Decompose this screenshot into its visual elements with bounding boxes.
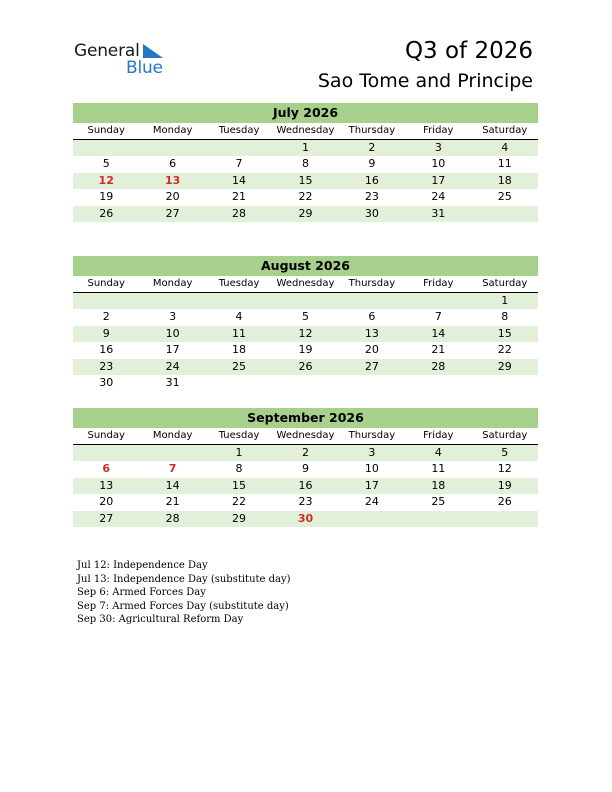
week-row: [73, 445, 538, 461]
week-row: [73, 293, 538, 309]
date-cell: 24: [431, 190, 446, 204]
date-cell: 3: [434, 141, 442, 154]
date-cell: 20: [99, 495, 114, 509]
date-cell: 23: [364, 190, 379, 204]
date-cell: 20: [165, 190, 180, 204]
date-cell: 14: [165, 478, 180, 492]
date-cell: 4: [434, 446, 442, 459]
date-cell: [405, 511, 471, 527]
date-cell: 8: [501, 310, 509, 324]
week-row: [73, 189, 538, 205]
date-cell: 27: [99, 511, 114, 525]
week-row: [73, 156, 538, 172]
weekday-header-row: [73, 276, 538, 293]
date-cell: 22: [298, 190, 313, 204]
date-cell: 29: [232, 511, 247, 525]
date-cell: 11: [497, 157, 512, 171]
date-cell: 28: [165, 511, 180, 525]
date-cell: 26: [99, 206, 114, 220]
date-cell: [339, 511, 405, 527]
weekday-label: Tuesday: [218, 125, 260, 136]
date-cell: 11: [232, 326, 247, 340]
date-cell: [339, 293, 405, 309]
date-cell: [272, 293, 338, 309]
weekday-label: Tuesday: [218, 278, 260, 289]
date-cell: 9: [301, 462, 309, 476]
date-cell: [139, 445, 205, 461]
date-cell: 9: [368, 157, 376, 171]
date-cell: 27: [165, 206, 180, 220]
date-cell: 4: [235, 310, 243, 324]
date-cell: 2: [301, 446, 309, 459]
date-cell: 25: [497, 190, 512, 204]
date-cell: 3: [368, 446, 376, 459]
week-row: [73, 140, 538, 156]
weekday-label: Saturday: [482, 430, 528, 441]
month-calendar: [73, 408, 538, 527]
date-cell: 12: [298, 326, 313, 340]
date-cell: 10: [165, 326, 180, 340]
date-cell: [73, 140, 139, 156]
date-cell: 1: [501, 294, 509, 307]
month-title: September 2026: [73, 408, 538, 428]
week-row: [73, 494, 538, 510]
date-cell: 13: [99, 478, 114, 492]
date-cell: 18: [431, 478, 446, 492]
date-cell: 15: [497, 326, 512, 340]
weekday-label: Monday: [152, 430, 193, 441]
page-title: Q3 of 2026: [404, 38, 533, 64]
weekday-label: Wednesday: [276, 278, 335, 289]
holiday-entry: Jul 12: Independence Day: [77, 560, 208, 571]
month-calendar: [73, 256, 538, 391]
date-cell: 22: [497, 343, 512, 357]
date-cell: [139, 293, 205, 309]
date-cell: 25: [431, 495, 446, 509]
date-cell: 3: [169, 310, 177, 324]
date-cell: 10: [431, 157, 446, 171]
date-cell: 17: [431, 173, 446, 187]
date-cell: 20: [364, 343, 379, 357]
week-row: [73, 461, 538, 477]
date-cell: [472, 511, 538, 527]
holiday-list: [77, 559, 291, 627]
holiday-date-cell: 13: [164, 173, 181, 187]
logo-text-blue: Blue: [126, 58, 163, 78]
date-cell: 13: [364, 326, 379, 340]
holiday-date-cell: 12: [98, 173, 114, 187]
holiday-date-cell: 30: [297, 511, 314, 525]
date-cell: 12: [497, 462, 512, 476]
date-cell: 31: [165, 375, 180, 389]
date-cell: [206, 375, 272, 391]
date-cell: [272, 375, 338, 391]
weekday-label: Wednesday: [276, 125, 335, 136]
holiday-entry: Sep 30: Agricultural Reform Day: [77, 614, 244, 626]
date-cell: 27: [364, 359, 379, 373]
date-cell: 16: [364, 173, 379, 187]
logo: [74, 41, 174, 77]
date-cell: 14: [431, 326, 446, 340]
holiday-entry: Sep 7: Armed Forces Day (substitute day): [77, 600, 289, 612]
date-cell: 1: [301, 141, 309, 154]
holiday-entry: Jul 13: Independence Day (substitute day): [77, 573, 291, 585]
date-cell: 18: [232, 343, 247, 357]
weekday-label: Saturday: [482, 278, 528, 289]
date-cell: 26: [497, 495, 512, 509]
date-cell: 7: [235, 157, 243, 171]
weekday-label: Thursday: [348, 430, 396, 441]
date-cell: 19: [99, 190, 114, 204]
date-cell: 19: [497, 478, 512, 492]
date-cell: 4: [501, 141, 509, 154]
date-cell: 8: [301, 157, 309, 171]
date-cell: 16: [99, 343, 114, 357]
date-cell: 17: [364, 478, 379, 492]
weekday-label: Monday: [152, 278, 193, 289]
date-cell: 25: [232, 359, 247, 373]
date-cell: 21: [232, 190, 247, 204]
date-cell: 22: [232, 495, 247, 509]
date-cell: 31: [431, 206, 446, 220]
date-cell: 16: [298, 478, 313, 492]
date-cell: 23: [99, 359, 114, 373]
weekday-label: Monday: [152, 125, 193, 136]
weekday-label: Friday: [423, 125, 454, 136]
weekday-label: Friday: [423, 278, 454, 289]
date-cell: 1: [235, 446, 243, 459]
week-row: [73, 511, 538, 527]
weekday-label: Saturday: [482, 125, 528, 136]
date-cell: [339, 375, 405, 391]
weekday-label: Sunday: [87, 125, 125, 136]
week-row: [73, 359, 538, 375]
date-cell: [206, 293, 272, 309]
date-cell: 5: [102, 157, 110, 171]
date-cell: 5: [501, 446, 509, 459]
date-cell: 28: [232, 206, 247, 220]
date-cell: 21: [431, 343, 446, 357]
weekday-label: Friday: [423, 430, 454, 441]
date-cell: 17: [165, 343, 180, 357]
date-cell: 2: [102, 310, 110, 324]
holiday-entry: Sep 6: Armed Forces Day: [77, 587, 206, 599]
date-cell: 15: [298, 173, 313, 187]
weekday-label: Tuesday: [218, 430, 260, 441]
date-cell: [139, 140, 205, 156]
date-cell: 10: [364, 462, 379, 476]
date-cell: [405, 375, 471, 391]
date-cell: 5: [301, 310, 309, 324]
date-cell: 23: [298, 495, 313, 509]
month-title: August 2026: [73, 256, 538, 276]
date-cell: [206, 140, 272, 156]
date-cell: 6: [169, 157, 177, 171]
week-row: [73, 375, 538, 391]
date-cell: [73, 293, 139, 309]
week-row: [73, 173, 538, 189]
date-cell: 26: [298, 359, 313, 373]
weekday-label: Wednesday: [276, 430, 335, 441]
week-row: [73, 326, 538, 342]
logo-text-general: General: [74, 41, 140, 61]
date-cell: 7: [434, 310, 442, 324]
weekday-label: Thursday: [348, 125, 396, 136]
date-cell: 24: [364, 495, 379, 509]
date-cell: 19: [298, 343, 313, 357]
date-cell: 14: [232, 173, 247, 187]
date-cell: 18: [497, 173, 512, 187]
week-row: [73, 206, 538, 222]
date-cell: 30: [364, 206, 379, 220]
date-cell: [472, 375, 538, 391]
weekday-header-row: [73, 123, 538, 140]
week-row: [73, 342, 538, 358]
date-cell: 24: [165, 359, 180, 373]
date-cell: 28: [431, 359, 446, 373]
date-cell: 21: [165, 495, 180, 509]
holiday-date-cell: 7: [168, 462, 177, 476]
date-cell: 6: [368, 310, 376, 324]
date-cell: 2: [368, 141, 376, 154]
date-cell: [73, 445, 139, 461]
month-calendar: [73, 103, 538, 222]
date-cell: [405, 293, 471, 309]
week-row: [73, 478, 538, 494]
weekday-header-row: [73, 428, 538, 445]
page-subtitle: Sao Tome and Principe: [317, 70, 533, 92]
date-cell: 30: [99, 375, 114, 389]
week-row: [73, 309, 538, 325]
date-cell: 29: [298, 206, 313, 220]
weekday-label: Thursday: [348, 278, 396, 289]
date-cell: [472, 206, 538, 222]
weekday-label: Sunday: [87, 278, 125, 289]
month-title: July 2026: [73, 103, 538, 123]
date-cell: 9: [102, 326, 110, 340]
date-cell: 11: [431, 462, 446, 476]
date-cell: 29: [497, 359, 512, 373]
date-cell: 15: [232, 478, 247, 492]
holiday-date-cell: 6: [102, 462, 111, 476]
date-cell: 8: [235, 462, 243, 476]
weekday-label: Sunday: [87, 430, 125, 441]
